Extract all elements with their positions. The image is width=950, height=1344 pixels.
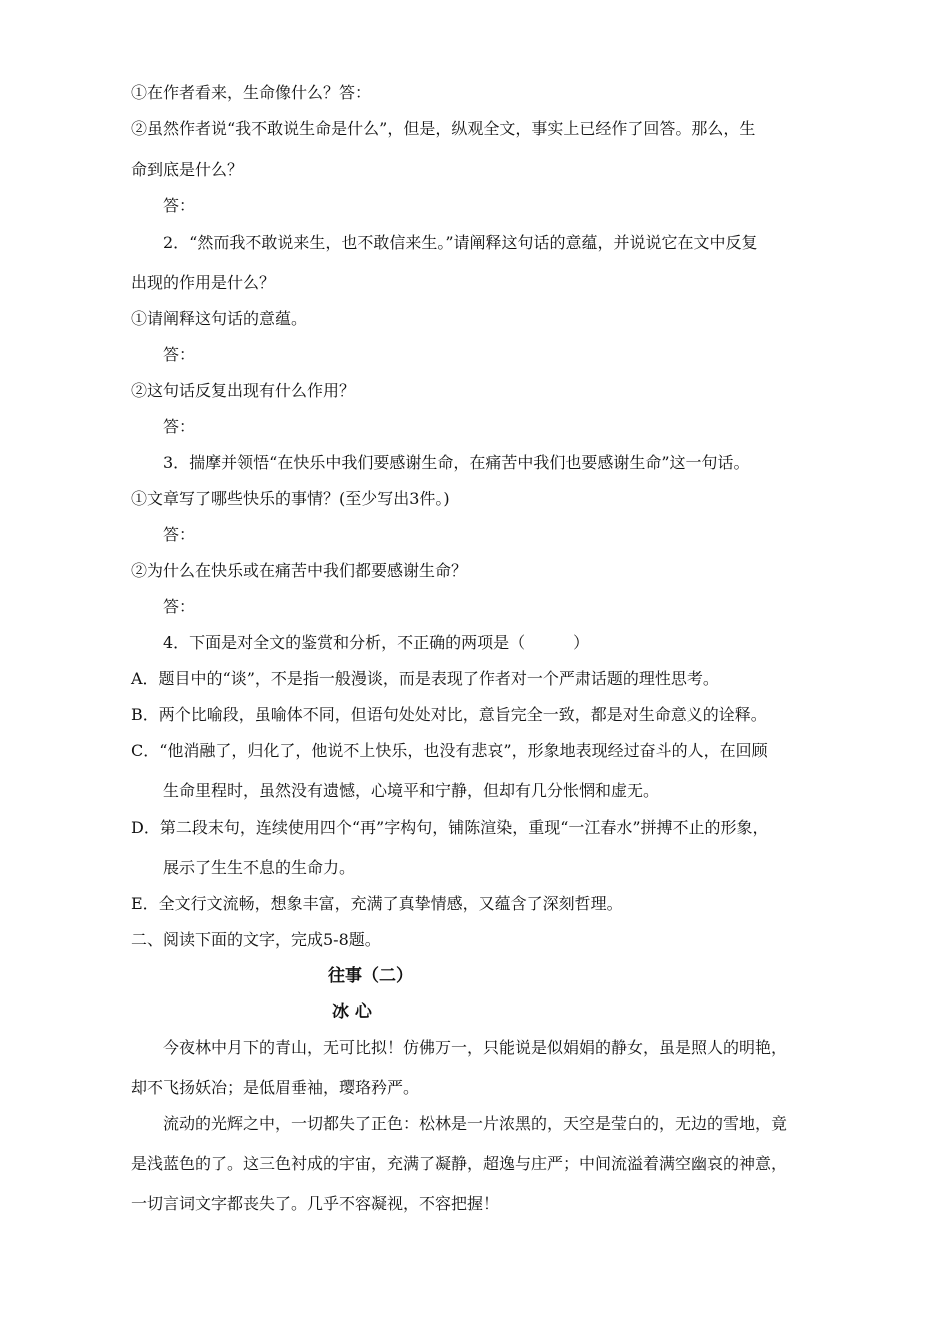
section-heading: 二、阅读下面的文字，完成5-8题。 <box>131 930 381 949</box>
option-d-line1: D．第二段末句，连续使用四个“再”字构句，铺陈渲染，重现“一江春水”拼搏不止的形象， <box>131 818 769 837</box>
passage-para1-line2: 却不飞扬妖冶；是低眉垂袖，璎珞矜严。 <box>131 1078 420 1097</box>
q4-stem: 4．下面是对全文的鉴赏和分析，不正确的两项是（ ） <box>163 633 590 652</box>
option-b: B．两个比喻段，虽喻体不同，但语句处处对比，意旨完全一致，都是对生命意义的诠释。 <box>131 705 767 724</box>
q1-sub2-line2: 命到底是什么？ <box>131 160 244 179</box>
answer-label: 答： <box>163 196 196 215</box>
q3-line1: 3．揣摩并领悟“在快乐中我们要感谢生命，在痛苦中我们也要感谢生命”这一句话。 <box>163 453 750 472</box>
answer-label: 答： <box>163 345 196 364</box>
passage-para2-line3: 一切言词文字都丧失了。几乎不容凝视，不容把握！ <box>131 1194 500 1213</box>
answer-label: 答： <box>163 417 196 436</box>
option-c-line2: 生命里程时，虽然没有遗憾，心境平和宁静，但却有几分怅惘和虚无。 <box>163 781 660 800</box>
q3-sub1: ①文章写了哪些快乐的事情？(至少写出3件。) <box>131 489 450 508</box>
q1-sub2-line1: ②虽然作者说“我不敢说生命是什么”，但是，纵观全文，事实上已经作了回答。那么，生 <box>131 119 756 138</box>
answer-label: 答： <box>163 597 196 616</box>
option-a: A．题目中的“谈”，不是指一般漫谈，而是表现了作者对一个严肃话题的理性思考。 <box>131 669 719 688</box>
q2-line1: 2．“然而我不敢说来生，也不敢信来生。”请阐释这句话的意蕴，并说说它在文中反复 <box>163 233 758 252</box>
passage-title: 往事（二） <box>328 966 413 986</box>
q3-sub2: ②为什么在快乐或在痛苦中我们都要感谢生命？ <box>131 561 468 580</box>
passage-para1-line1: 今夜林中月下的青山，无可比拟！仿佛万一，只能说是似娟娟的静女，虽是照人的明艳， <box>163 1038 788 1057</box>
q2-sub2: ②这句话反复出现有什么作用？ <box>131 381 356 400</box>
q2-line2: 出现的作用是什么？ <box>131 273 276 292</box>
option-c-line1: C．“他消融了，归化了，他说不上快乐，也没有悲哀”，形象地表现经过奋斗的人，在回顾 <box>131 741 768 760</box>
passage-author: 冰 心 <box>332 1002 372 1022</box>
answer-label: 答： <box>163 525 196 544</box>
q2-sub1: ①请阐释这句话的意蕴。 <box>131 309 308 328</box>
passage-para2-line1: 流动的光辉之中，一切都失了正色：松林是一片浓黑的，天空是莹白的，无边的雪地，竟 <box>163 1114 788 1133</box>
option-d-line2: 展示了生生不息的生命力。 <box>163 858 356 877</box>
option-e: E．全文行文流畅，想象丰富，充满了真挚情感，又蕴含了深刻哲理。 <box>131 894 623 913</box>
q1-sub1: ①在作者看来，生命像什么？答： <box>131 83 372 102</box>
passage-para2-line2: 是浅蓝色的了。这三色衬成的宇宙，充满了凝静，超逸与庄严；中间流溢着满空幽哀的神意， <box>131 1154 788 1173</box>
